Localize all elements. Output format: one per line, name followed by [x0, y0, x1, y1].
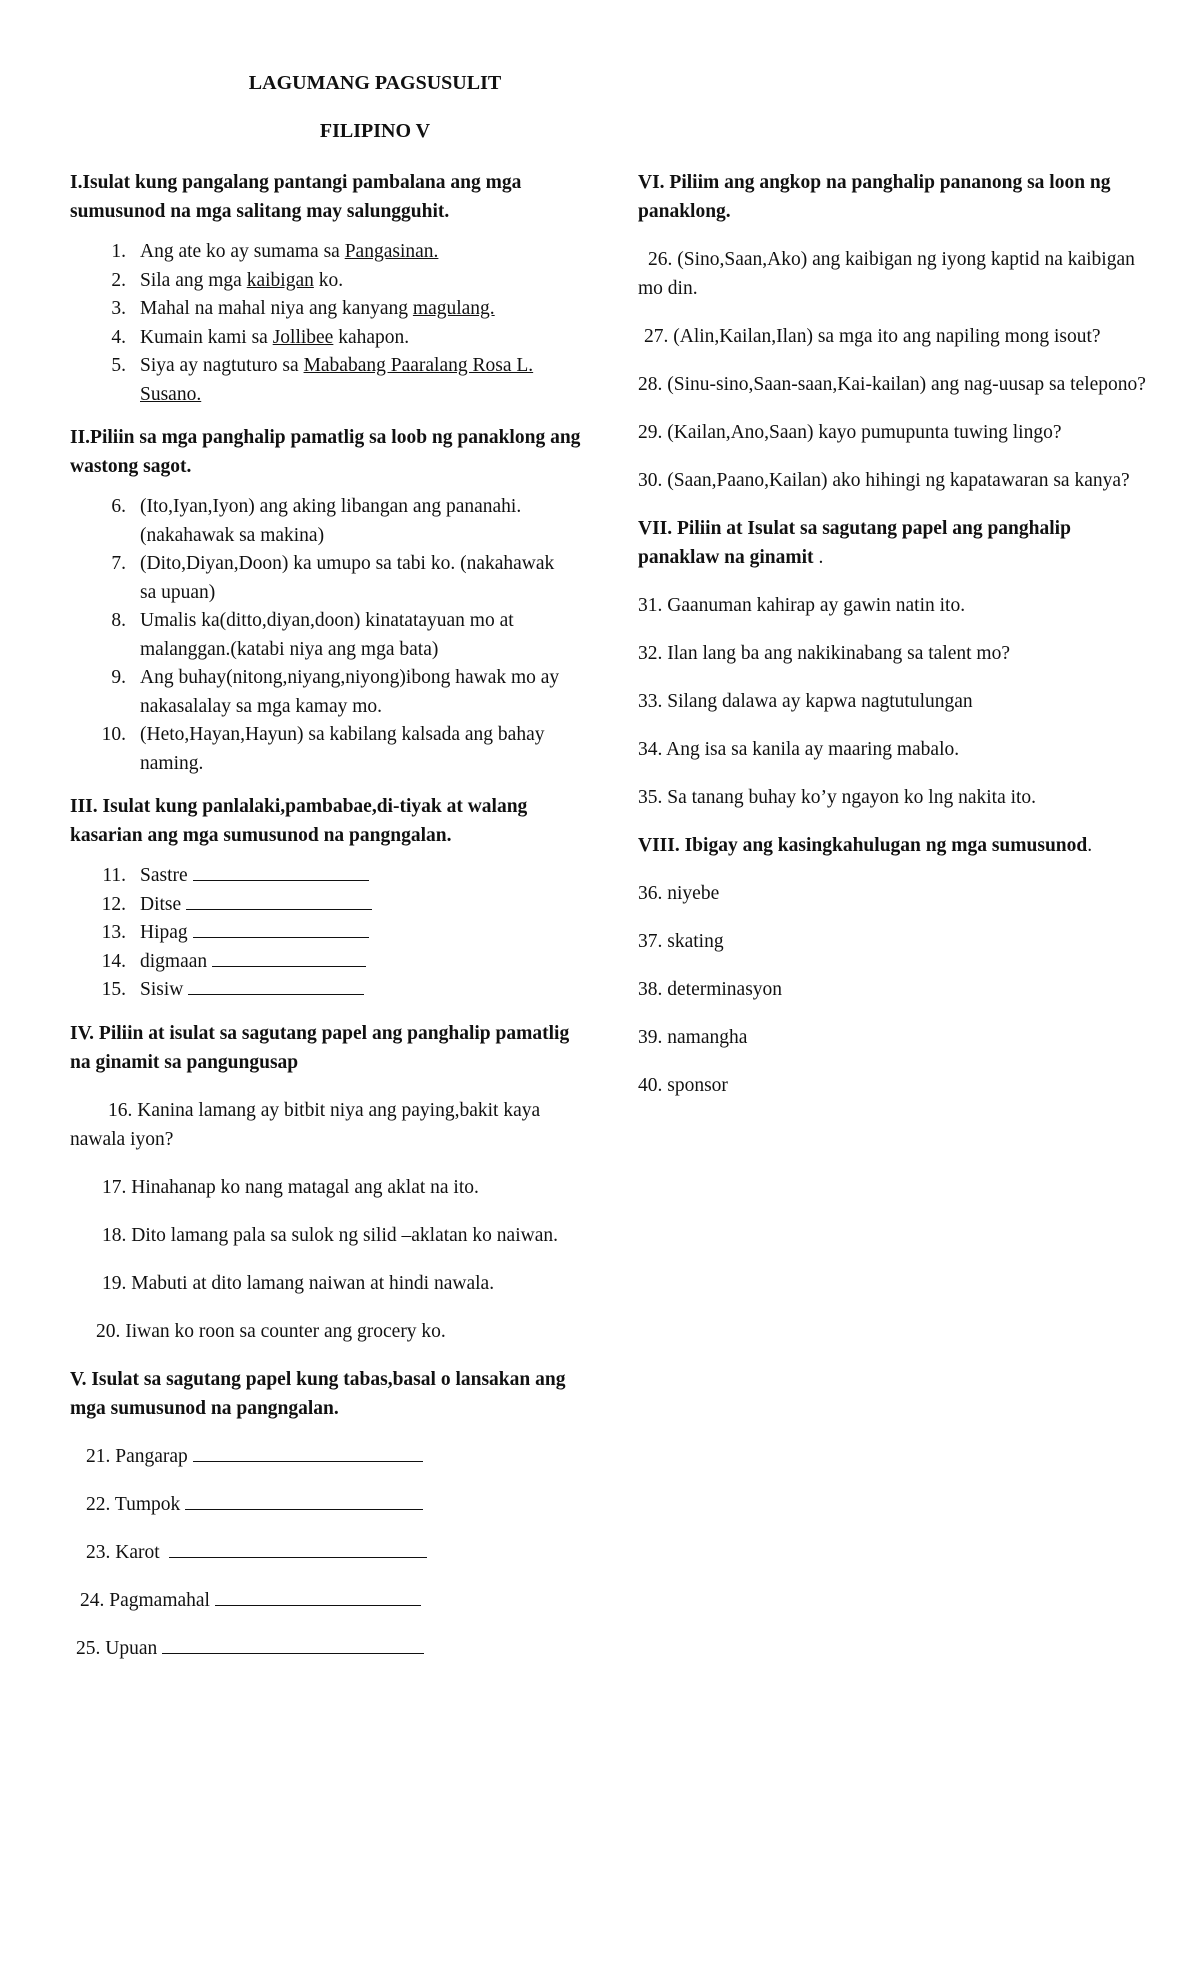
section-8-heading: VIII. Ibigay ang kasingkahulugan ng mga sumusunod. [638, 835, 1093, 856]
underlined-word: magulang. [412, 298, 495, 319]
answer-blank[interactable] [215, 1587, 421, 1606]
sentence-item: 28. (Sinu-sino,Saan-saan,Kai-kailan) ang nag-uusap sa telepono? [638, 374, 1146, 395]
sentence-item: 34. Ang isa sa kanila ay maaring mabalo. [638, 739, 960, 760]
list-item: 2. Sila ang mga kaibigan ko. [111, 269, 344, 291]
answer-blank[interactable] [186, 891, 372, 910]
underlined-word: kaibigan [246, 269, 314, 291]
list-item: 4. Kumain kami sa Jollibee kahapon. [111, 326, 410, 348]
section-2-heading: II.Piliin sa mga panghalip pamatlig sa loob ng panaklong ang wastong sagot. [70, 427, 581, 477]
blank-item: 24. Pagmamahal [70, 1586, 590, 1615]
blank-item: 21. Pangarap [70, 1442, 590, 1471]
right-column [638, 168, 1148, 1119]
list-item: 8. Umalis ka(ditto,diyan,doon) kinatatayuan mo at malanggan.(katabi niya ang mga bata) [111, 610, 514, 660]
answer-blank[interactable] [193, 919, 369, 938]
list-item: 12. Ditse [70, 891, 590, 920]
left-column [70, 168, 590, 1682]
document-title: LAGUMANG PAGSUSULIT [248, 72, 502, 94]
list-item: 11. Sastre [70, 862, 590, 891]
sentence-item: 19. Mabuti at dito lamang naiwan at hindi nawala. [102, 1272, 495, 1294]
blank-item: 25. Upuan [70, 1634, 590, 1663]
answer-blank[interactable] [162, 1635, 424, 1654]
section-2-list [70, 493, 590, 778]
list-item: 3. Mahal na mahal niya ang kanyang magulang. [111, 298, 495, 319]
underlined-word: Jollibee [272, 326, 334, 348]
list-item: 5. Siya ay nagtuturo sa Mababang Paaralang Rosa L. Susano. [111, 355, 534, 405]
sentence-item: 33. Silang dalawa ay kapwa nagtutulungan [638, 691, 973, 712]
sentence-item: 17. Hinahanap ko nang matagal ang aklat na ito. [102, 1176, 479, 1198]
underlined-word: Pangasinan. [344, 241, 439, 262]
blank-item: 23. Karot [70, 1538, 590, 1567]
list-item: 9. Ang buhay(nitong,niyang,niyong)ibong hawak mo ay nakasalalay sa mga kamay mo. [111, 667, 560, 717]
vocab-item: 39. namangha [638, 1027, 748, 1048]
answer-blank[interactable] [193, 862, 369, 881]
sentence-item: 27. (Alin,Kailan,Ilan) sa mga ito ang napiling mong isout? [644, 326, 1101, 347]
sentence-item: 16. Kanina lamang ay bitbit niya ang paying,bakit kaya nawala iyon? [70, 1099, 541, 1150]
section-1-list [70, 238, 590, 409]
vocab-item: 38. determinasyon [638, 979, 783, 1000]
sentence-item: 31. Gaanuman kahirap ay gawin natin ito. [638, 595, 966, 616]
section-7-heading: VII. Piliin at Isulat sa sagutang papel ang panghalip panaklaw na ginamit . [638, 518, 1071, 568]
sentence-item: 29. (Kailan,Ano,Saan) kayo pumupunta tuwing lingo? [638, 422, 1062, 443]
answer-blank[interactable] [169, 1539, 427, 1558]
list-item: 15. Sisiw [70, 976, 590, 1005]
list-item: 10. (Heto,Hayan,Hayun) sa kabilang kalsada ang bahay naming. [101, 724, 545, 774]
sentence-item: 18. Dito lamang pala sa sulok ng silid –aklatan ko naiwan. [102, 1224, 558, 1246]
sentence-item: 30. (Saan,Paano,Kailan) ako hihingi ng kapatawaran sa kanya? [638, 470, 1130, 491]
list-item: 7. (Dito,Diyan,Doon) ka umupo sa tabi ko. (nakahawak sa upuan) [111, 553, 555, 603]
answer-blank[interactable] [188, 976, 364, 995]
underlined-word: Mababang Paaralang Rosa L. Susano. [140, 355, 534, 405]
section-4-heading: IV. Piliin at isulat sa sagutang papel ang panghalip pamatlig na ginamit sa pangungusap [70, 1022, 570, 1073]
sentence-item: 35. Sa tanang buhay ko’y ngayon ko lng nakita ito. [638, 787, 1037, 808]
answer-blank[interactable] [185, 1491, 423, 1510]
document-subtitle: FILIPINO V [319, 120, 431, 142]
vocab-item: 37. skating [638, 931, 724, 952]
answer-blank[interactable] [193, 1443, 423, 1462]
section-3-list [70, 862, 590, 1005]
list-item: 13. Hipag [70, 919, 590, 948]
section-1-heading: I.Isulat kung pangalang pantangi pambalana ang mga sumusunod na mga salitang may salungguhit. [70, 172, 522, 222]
list-item: 1. Ang ate ko ay sumama sa Pangasinan. [111, 241, 439, 262]
sentence-item: 20. Iiwan ko roon sa counter ang grocery ko. [96, 1320, 446, 1342]
vocab-item: 36. niyebe [638, 883, 720, 904]
section-3-heading: III. Isulat kung panlalaki,pambabae,di-tiyak at walang kasarian ang mga sumusunod na pangngalan. [70, 796, 528, 846]
section-5-heading: V. Isulat sa sagutang papel kung tabas,basal o lansakan ang mga sumusunod na pangngalan. [70, 1368, 566, 1419]
list-item: 14. digmaan [70, 948, 590, 977]
list-item: 6. (Ito,Iyan,Iyon) ang aking libangan ang pananahi.(nakahawak sa makina) [111, 496, 522, 546]
answer-blank[interactable] [212, 948, 366, 967]
sentence-item: 32. Ilan lang ba ang nakikinabang sa talent mo? [638, 643, 1011, 664]
section-6-heading: VI. Piliim ang angkop na panghalip pananong sa loon ng panaklong. [638, 172, 1111, 222]
sentence-item: 26. (Sino,Saan,Ako) ang kaibigan ng iyong kaptid na kaibigan mo din. [638, 249, 1135, 299]
vocab-item: 40. sponsor [638, 1075, 728, 1096]
blank-item: 22. Tumpok [70, 1490, 590, 1519]
